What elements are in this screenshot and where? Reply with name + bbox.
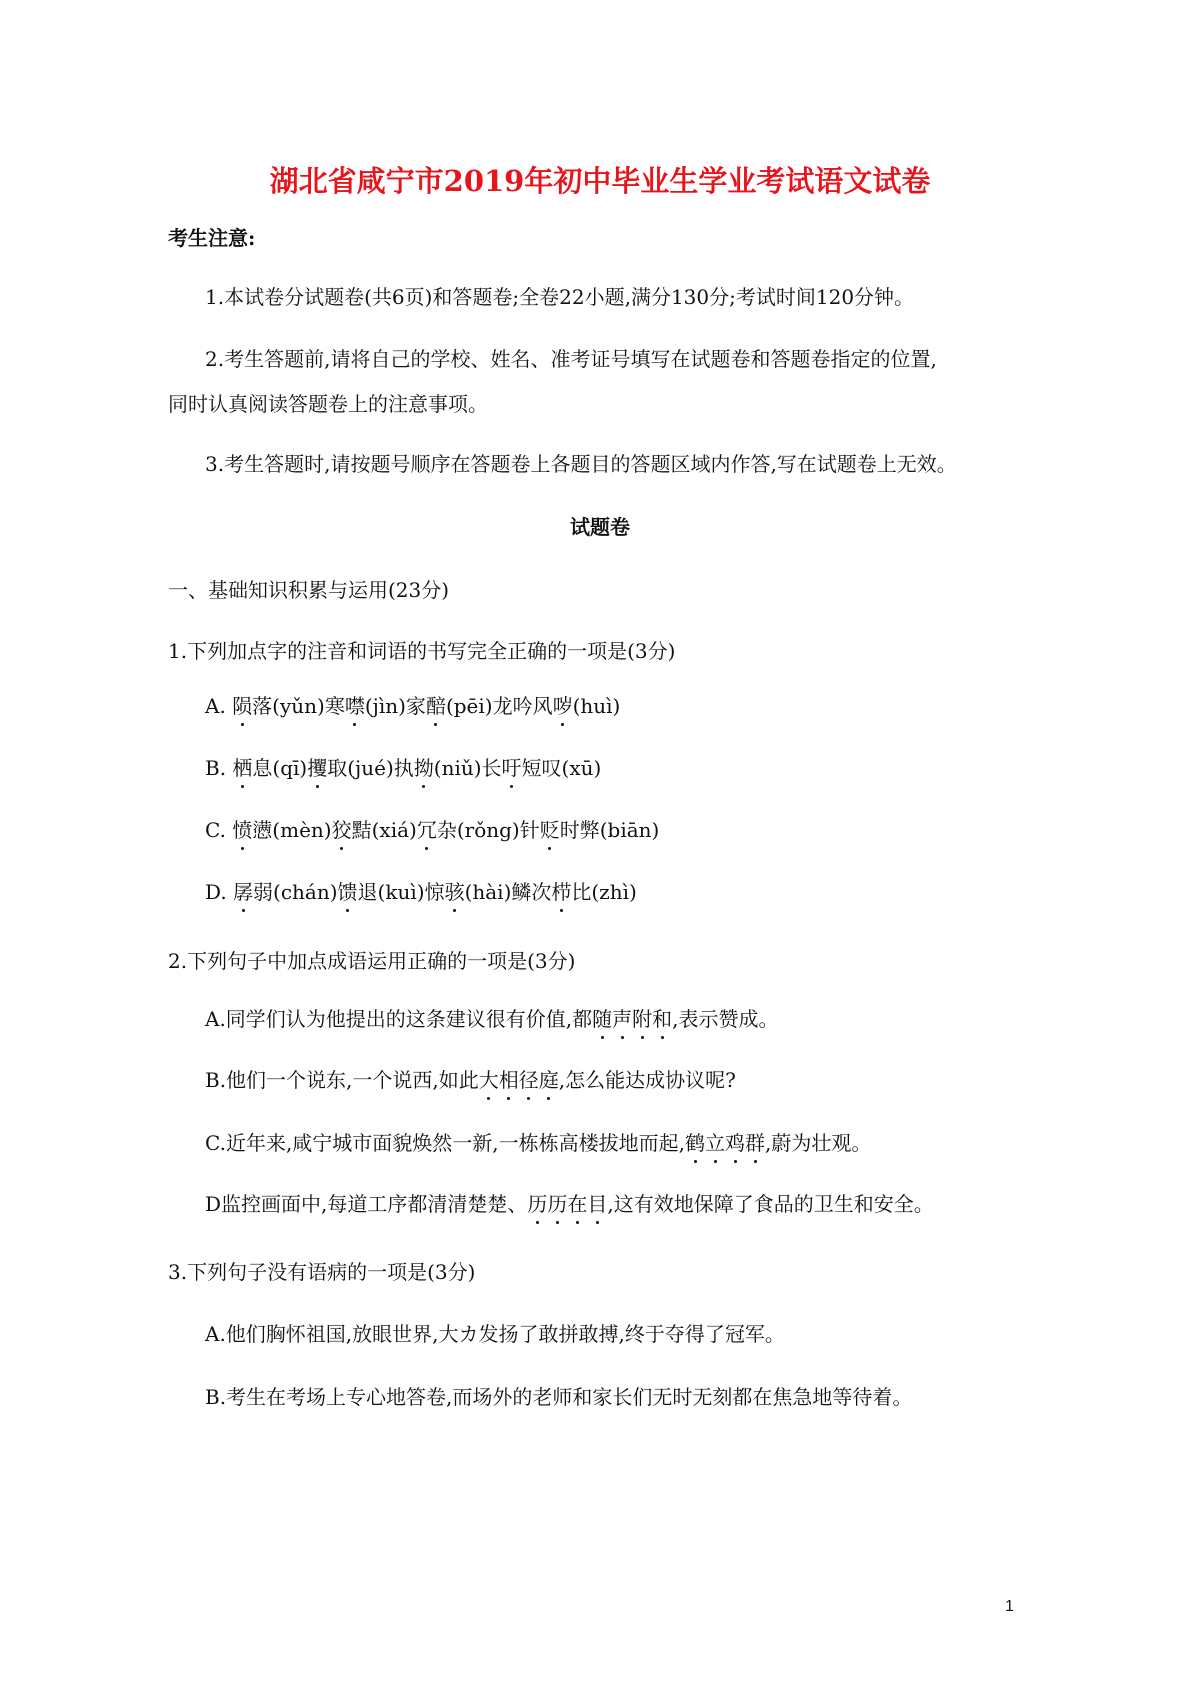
notice-heading: 考生注意: (168, 226, 256, 250)
text-segment: 短叹(xū) (521, 756, 602, 780)
emphasis-dot-char: 陨 (232, 694, 253, 718)
emphasis-dot-char: 庭 (538, 1068, 559, 1092)
text-segment: D. (205, 880, 234, 904)
emphasis-dot-char: 冗 (416, 818, 437, 842)
text-segment: 退(kuì)惊 (357, 880, 445, 904)
question-2-stem: 2.下列句子中加点成语运用正确的一项是(3分) (168, 949, 576, 973)
emphasis-dot-char: 历 (527, 1192, 548, 1216)
text-segment: A.同学们认为他提出的这条建议很有价值,都 (205, 1007, 593, 1031)
page-number: 1 (1005, 1598, 1014, 1615)
question-3-option-b: B.考生在考场上专心地答卷,而场外的老师和家长们无时无刻都在焦急地等待着。 (205, 1385, 913, 1409)
emphasis-dot-char: 孱 (233, 880, 254, 904)
question-1-stem: 1.下列加点字的注音和词语的书写完全正确的一项是(3分) (168, 639, 676, 663)
text-segment: C.近年来,咸宁城市面貌焕然一新,一栋栋高楼拔地而起, (205, 1131, 686, 1155)
emphasis-dot-char: 在 (567, 1192, 588, 1216)
text-segment: (niǔ)长 (433, 756, 502, 780)
text-segment: ,怎么能达成协议呢? (558, 1068, 736, 1092)
text-segment: 比(zhì) (571, 880, 637, 904)
emphasis-dot-char: 群 (745, 1131, 766, 1155)
question-2-option-d (205, 1190, 934, 1218)
emphasis-dot-char: 目 (587, 1192, 608, 1216)
text-segment: D监控画面中,每道工序都清清楚楚、 (205, 1192, 528, 1216)
question-2-option-b (205, 1066, 736, 1094)
question-1-option-a (205, 692, 620, 720)
emphasis-dot-char: 馈 (337, 880, 358, 904)
emphasis-dot-char: 随 (592, 1007, 613, 1031)
emphasis-dot-char: 哕 (552, 694, 573, 718)
emphasis-dot-char: 立 (705, 1131, 726, 1155)
emphasis-dot-char: 大 (478, 1068, 499, 1092)
text-segment: 杂(rǒng)针 (436, 818, 540, 842)
emphasis-dot-char: 鸡 (725, 1131, 746, 1155)
emphasis-dot-char: 声 (612, 1007, 633, 1031)
text-segment: 取(jué)执 (327, 756, 414, 780)
question-1-option-b (205, 754, 601, 782)
question-1-option-c (205, 816, 659, 844)
emphasis-dot-char: 噤 (344, 694, 365, 718)
text-segment: (pēi)龙吟风 (445, 694, 553, 718)
text-segment: 时弊(biān) (559, 818, 660, 842)
section-heading: 试题卷 (570, 515, 630, 539)
emphasis-dot-char: 栖 (232, 756, 253, 780)
text-segment: A. (205, 694, 233, 718)
text-segment: 弱(chán) (253, 880, 338, 904)
emphasis-dot-char: 鹤 (685, 1131, 706, 1155)
text-segment: (huì) (572, 694, 621, 718)
text-segment: (hài)鳞次 (464, 880, 552, 904)
emphasis-dot-char: 径 (518, 1068, 539, 1092)
emphasis-dot-char: 攫 (307, 756, 328, 780)
question-1-option-d (205, 878, 637, 906)
emphasis-dot-char: 骇 (444, 880, 465, 904)
text-segment: B.他们一个说东,一个说西,如此 (205, 1068, 479, 1092)
text-segment: 黠(xiá) (351, 818, 417, 842)
part-heading: 一、基础知识积累与运用(23分) (168, 578, 450, 602)
emphasis-dot-char: 贬 (539, 818, 560, 842)
question-3-stem: 3.下列句子没有语病的一项是(3分) (168, 1260, 476, 1284)
page-title: 湖北省咸宁市2019年初中毕业生学业考试语文试卷 (269, 164, 931, 198)
emphasis-dot-char: 醅 (425, 694, 446, 718)
question-2-option-a (205, 1005, 779, 1033)
emphasis-dot-char: 附 (632, 1007, 653, 1031)
text-segment: B. (205, 756, 233, 780)
notice-item: 1.本试卷分试题卷(共6页)和答题卷;全卷22小题,满分130分;考试时间120分钟。 (205, 285, 915, 309)
question-2-option-c (205, 1129, 871, 1157)
notice-item: 3.考生答题时,请按题号顺序在答题卷上各题目的答题区域内作答,写在试题卷上无效。 (205, 452, 957, 476)
text-segment: ,这有效地保障了食品的卫生和安全。 (607, 1192, 934, 1216)
notice-item: 2.考生答题前,请将自己的学校、姓名、准考证号填写在试题卷和答题卷指定的位置, (205, 347, 937, 371)
text-segment: ,表示赞成。 (672, 1007, 779, 1031)
text-segment: 息(qī) (252, 756, 308, 780)
emphasis-dot-char: 狡 (331, 818, 352, 842)
emphasis-dot-char: 愤 (232, 818, 253, 842)
text-segment: 懑(mèn) (252, 818, 332, 842)
emphasis-dot-char: 历 (547, 1192, 568, 1216)
emphasis-dot-char: 拗 (413, 756, 434, 780)
emphasis-dot-char: 吁 (501, 756, 522, 780)
text-segment: C. (205, 818, 233, 842)
emphasis-dot-char: 栉 (551, 880, 572, 904)
emphasis-dot-char: 相 (498, 1068, 519, 1092)
text-segment: ,蔚为壮观。 (765, 1131, 872, 1155)
text-segment: 落(yǔn)寒 (252, 694, 345, 718)
emphasis-dot-char: 和 (652, 1007, 673, 1031)
question-3-option-a: A.他们胸怀祖国,放眼世界,大カ发扬了敢拼敢搏,终于夺得了冠军。 (205, 1322, 785, 1346)
text-segment: (jìn)家 (364, 694, 426, 718)
notice-item: 同时认真阅读答题卷上的注意事项。 (168, 392, 488, 416)
